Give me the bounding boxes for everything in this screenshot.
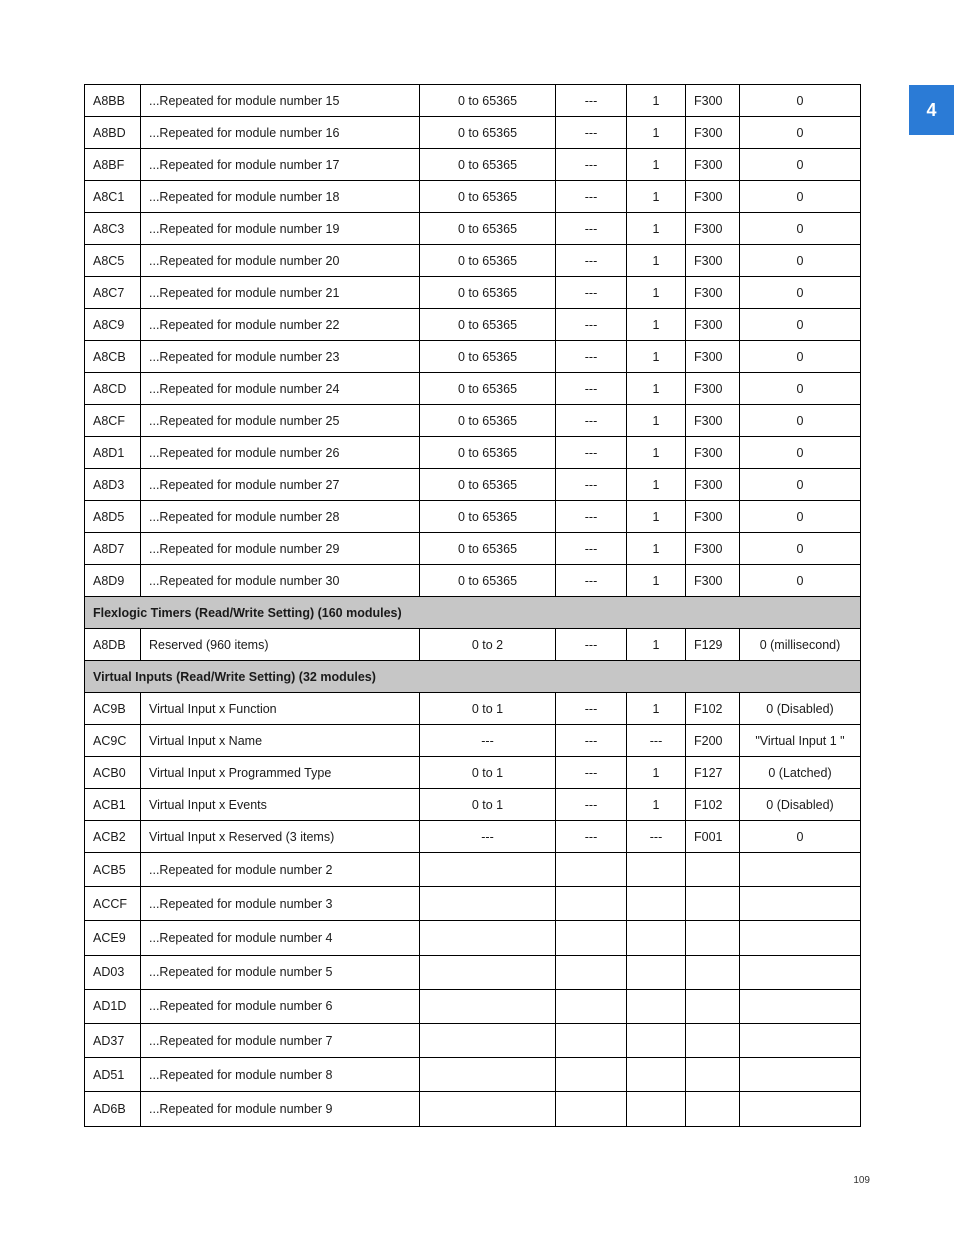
cell-address: A8D9 — [85, 565, 141, 597]
cell-format — [686, 887, 740, 921]
cell-description: ...Repeated for module number 15 — [141, 85, 420, 117]
table-row — [85, 853, 861, 887]
cell-units: --- — [556, 757, 627, 789]
table-row — [85, 1092, 861, 1126]
cell-units — [556, 1058, 627, 1092]
section-title: Flexlogic Timers (Read/Write Setting) (160 modules) — [85, 597, 861, 629]
cell-units: --- — [556, 469, 627, 501]
cell-range — [420, 1023, 556, 1057]
cell-format: F300 — [686, 469, 740, 501]
cell-range — [420, 1092, 556, 1126]
cell-address: ACCF — [85, 887, 141, 921]
cell-step — [627, 1058, 686, 1092]
cell-units — [556, 1092, 627, 1126]
cell-description: ...Repeated for module number 16 — [141, 117, 420, 149]
cell-default: 0 — [740, 213, 861, 245]
cell-range: --- — [420, 725, 556, 757]
cell-address: AD1D — [85, 989, 141, 1023]
table-row — [85, 565, 861, 597]
cell-range: 0 to 65365 — [420, 533, 556, 565]
cell-units — [556, 955, 627, 989]
cell-range: --- — [420, 821, 556, 853]
cell-description: Virtual Input x Function — [141, 693, 420, 725]
cell-address: AD37 — [85, 1023, 141, 1057]
cell-units: --- — [556, 213, 627, 245]
cell-address: A8C1 — [85, 181, 141, 213]
cell-units: --- — [556, 149, 627, 181]
cell-format: F300 — [686, 501, 740, 533]
cell-range: 0 to 1 — [420, 757, 556, 789]
cell-step: 1 — [627, 533, 686, 565]
modbus-register-table — [84, 84, 861, 1127]
table-row — [85, 757, 861, 789]
cell-description: ...Repeated for module number 17 — [141, 149, 420, 181]
cell-format — [686, 1023, 740, 1057]
cell-default — [740, 989, 861, 1023]
table-row — [85, 789, 861, 821]
cell-step — [627, 921, 686, 955]
cell-range: 0 to 65365 — [420, 181, 556, 213]
cell-range: 0 to 65365 — [420, 213, 556, 245]
cell-format: F300 — [686, 437, 740, 469]
cell-format: F300 — [686, 373, 740, 405]
cell-step: 1 — [627, 437, 686, 469]
cell-units: --- — [556, 117, 627, 149]
cell-default: 0 — [740, 405, 861, 437]
cell-step: 1 — [627, 693, 686, 725]
cell-range: 0 to 1 — [420, 693, 556, 725]
cell-format — [686, 1092, 740, 1126]
table-row — [85, 1023, 861, 1057]
cell-address: AD6B — [85, 1092, 141, 1126]
cell-address: ACB0 — [85, 757, 141, 789]
cell-range: 0 to 65365 — [420, 309, 556, 341]
cell-address: A8D3 — [85, 469, 141, 501]
cell-address: A8D1 — [85, 437, 141, 469]
cell-address: AC9B — [85, 693, 141, 725]
cell-address: A8D5 — [85, 501, 141, 533]
cell-format: F300 — [686, 533, 740, 565]
cell-address: ACB2 — [85, 821, 141, 853]
cell-units: --- — [556, 725, 627, 757]
table-row — [85, 341, 861, 373]
cell-description: Virtual Input x Name — [141, 725, 420, 757]
cell-step — [627, 989, 686, 1023]
table-row — [85, 213, 861, 245]
cell-description: ...Repeated for module number 9 — [141, 1092, 420, 1126]
cell-description: ...Repeated for module number 22 — [141, 309, 420, 341]
cell-step: 1 — [627, 245, 686, 277]
table-row — [85, 309, 861, 341]
cell-default: 0 (millisecond) — [740, 629, 861, 661]
cell-description: ...Repeated for module number 21 — [141, 277, 420, 309]
cell-units — [556, 989, 627, 1023]
cell-units: --- — [556, 629, 627, 661]
cell-default: 0 — [740, 85, 861, 117]
cell-address: A8CB — [85, 341, 141, 373]
cell-range — [420, 853, 556, 887]
cell-address: ACE9 — [85, 921, 141, 955]
cell-default — [740, 921, 861, 955]
cell-range: 0 to 65365 — [420, 277, 556, 309]
cell-default: 0 — [740, 501, 861, 533]
cell-description: ...Repeated for module number 5 — [141, 955, 420, 989]
cell-address: A8C7 — [85, 277, 141, 309]
cell-range: 0 to 65365 — [420, 117, 556, 149]
cell-units: --- — [556, 309, 627, 341]
table-row — [85, 921, 861, 955]
cell-units: --- — [556, 373, 627, 405]
cell-step: 1 — [627, 373, 686, 405]
cell-step: --- — [627, 725, 686, 757]
cell-format: F102 — [686, 693, 740, 725]
cell-step: 1 — [627, 757, 686, 789]
cell-step: 1 — [627, 309, 686, 341]
cell-range: 0 to 65365 — [420, 149, 556, 181]
cell-range: 0 to 65365 — [420, 341, 556, 373]
cell-description: ...Repeated for module number 3 — [141, 887, 420, 921]
cell-units: --- — [556, 181, 627, 213]
table-row — [85, 989, 861, 1023]
cell-description: ...Repeated for module number 8 — [141, 1058, 420, 1092]
cell-step: 1 — [627, 277, 686, 309]
cell-range: 0 to 65365 — [420, 565, 556, 597]
cell-step: 1 — [627, 117, 686, 149]
table-row — [85, 373, 861, 405]
cell-description: ...Repeated for module number 4 — [141, 921, 420, 955]
cell-format: F300 — [686, 309, 740, 341]
cell-description: Virtual Input x Reserved (3 items) — [141, 821, 420, 853]
cell-format: F300 — [686, 565, 740, 597]
cell-range: 0 to 65365 — [420, 245, 556, 277]
cell-description: ...Repeated for module number 30 — [141, 565, 420, 597]
cell-step: 1 — [627, 469, 686, 501]
cell-address: ACB1 — [85, 789, 141, 821]
cell-default — [740, 955, 861, 989]
cell-address: A8BB — [85, 85, 141, 117]
cell-format: F102 — [686, 789, 740, 821]
cell-range: 0 to 2 — [420, 629, 556, 661]
cell-description: ...Repeated for module number 29 — [141, 533, 420, 565]
cell-units: --- — [556, 789, 627, 821]
section-header-row — [85, 597, 861, 629]
cell-units: --- — [556, 693, 627, 725]
cell-units — [556, 1023, 627, 1057]
cell-step: --- — [627, 821, 686, 853]
cell-default: 0 — [740, 469, 861, 501]
cell-description: ...Repeated for module number 18 — [141, 181, 420, 213]
cell-default — [740, 853, 861, 887]
cell-units: --- — [556, 533, 627, 565]
table-row — [85, 533, 861, 565]
table-row — [85, 725, 861, 757]
table-row — [85, 1058, 861, 1092]
cell-address: A8CF — [85, 405, 141, 437]
table-row — [85, 117, 861, 149]
cell-description: Virtual Input x Events — [141, 789, 420, 821]
cell-format — [686, 955, 740, 989]
cell-default: 0 — [740, 277, 861, 309]
table-row — [85, 405, 861, 437]
cell-default — [740, 1058, 861, 1092]
cell-step — [627, 853, 686, 887]
cell-step: 1 — [627, 789, 686, 821]
cell-units — [556, 921, 627, 955]
cell-format — [686, 989, 740, 1023]
cell-format: F300 — [686, 213, 740, 245]
cell-format: F300 — [686, 277, 740, 309]
cell-format: F300 — [686, 245, 740, 277]
cell-range: 0 to 65365 — [420, 373, 556, 405]
cell-units: --- — [556, 501, 627, 533]
cell-address: A8DB — [85, 629, 141, 661]
cell-default: "Virtual Input 1 " — [740, 725, 861, 757]
cell-units: --- — [556, 341, 627, 373]
cell-format: F300 — [686, 117, 740, 149]
table-row — [85, 501, 861, 533]
cell-step — [627, 1092, 686, 1126]
cell-address: AC9C — [85, 725, 141, 757]
cell-step: 1 — [627, 501, 686, 533]
cell-range: 0 to 65365 — [420, 405, 556, 437]
cell-description: ...Repeated for module number 27 — [141, 469, 420, 501]
table-row — [85, 955, 861, 989]
cell-description: Virtual Input x Programmed Type — [141, 757, 420, 789]
cell-range: 0 to 65365 — [420, 85, 556, 117]
cell-step — [627, 887, 686, 921]
section-header-row — [85, 661, 861, 693]
cell-range — [420, 989, 556, 1023]
cell-step — [627, 1023, 686, 1057]
cell-step: 1 — [627, 213, 686, 245]
cell-range: 0 to 1 — [420, 789, 556, 821]
cell-default: 0 — [740, 245, 861, 277]
table-body — [85, 85, 861, 1127]
cell-address: A8C3 — [85, 213, 141, 245]
page-number: 109 — [853, 1175, 870, 1186]
cell-range: 0 to 65365 — [420, 501, 556, 533]
table-row — [85, 821, 861, 853]
cell-description: ...Repeated for module number 6 — [141, 989, 420, 1023]
cell-units — [556, 853, 627, 887]
cell-units: --- — [556, 405, 627, 437]
cell-format: F300 — [686, 181, 740, 213]
cell-default: 0 — [740, 341, 861, 373]
cell-description: Reserved (960 items) — [141, 629, 420, 661]
cell-default: 0 — [740, 565, 861, 597]
cell-range — [420, 921, 556, 955]
cell-default — [740, 1023, 861, 1057]
cell-format — [686, 921, 740, 955]
cell-description: ...Repeated for module number 25 — [141, 405, 420, 437]
cell-range — [420, 955, 556, 989]
cell-default: 0 — [740, 533, 861, 565]
cell-format: F300 — [686, 405, 740, 437]
cell-address: A8C9 — [85, 309, 141, 341]
cell-units: --- — [556, 245, 627, 277]
cell-step: 1 — [627, 341, 686, 373]
table-row — [85, 149, 861, 181]
table-row — [85, 469, 861, 501]
cell-units — [556, 887, 627, 921]
cell-step: 1 — [627, 565, 686, 597]
cell-default: 0 — [740, 309, 861, 341]
cell-default: 0 (Disabled) — [740, 693, 861, 725]
cell-step: 1 — [627, 405, 686, 437]
cell-step: 1 — [627, 629, 686, 661]
cell-range: 0 to 65365 — [420, 437, 556, 469]
cell-description: ...Repeated for module number 28 — [141, 501, 420, 533]
cell-address: ACB5 — [85, 853, 141, 887]
table-row — [85, 85, 861, 117]
cell-description: ...Repeated for module number 19 — [141, 213, 420, 245]
cell-default — [740, 887, 861, 921]
cell-description: ...Repeated for module number 26 — [141, 437, 420, 469]
section-title: Virtual Inputs (Read/Write Setting) (32 modules) — [85, 661, 861, 693]
cell-address: AD03 — [85, 955, 141, 989]
cell-units: --- — [556, 565, 627, 597]
cell-description: ...Repeated for module number 23 — [141, 341, 420, 373]
cell-default: 0 — [740, 149, 861, 181]
cell-format: F300 — [686, 149, 740, 181]
table-row — [85, 181, 861, 213]
cell-format: F300 — [686, 341, 740, 373]
cell-range — [420, 1058, 556, 1092]
cell-default: 0 (Latched) — [740, 757, 861, 789]
cell-default: 0 — [740, 437, 861, 469]
cell-step: 1 — [627, 181, 686, 213]
cell-range: 0 to 65365 — [420, 469, 556, 501]
cell-format: F129 — [686, 629, 740, 661]
table-row — [85, 437, 861, 469]
cell-address: A8BD — [85, 117, 141, 149]
cell-default: 0 (Disabled) — [740, 789, 861, 821]
cell-units: --- — [556, 437, 627, 469]
cell-format: F300 — [686, 85, 740, 117]
cell-address: A8CD — [85, 373, 141, 405]
cell-format — [686, 1058, 740, 1092]
cell-step: 1 — [627, 85, 686, 117]
cell-description: ...Repeated for module number 7 — [141, 1023, 420, 1057]
cell-step — [627, 955, 686, 989]
chapter-tab: 4 — [909, 85, 954, 135]
cell-units: --- — [556, 85, 627, 117]
table-row — [85, 887, 861, 921]
cell-range — [420, 887, 556, 921]
table-row — [85, 245, 861, 277]
cell-format — [686, 853, 740, 887]
cell-default: 0 — [740, 373, 861, 405]
cell-default: 0 — [740, 181, 861, 213]
cell-units: --- — [556, 277, 627, 309]
cell-address: A8C5 — [85, 245, 141, 277]
table-row — [85, 693, 861, 725]
table-row — [85, 277, 861, 309]
cell-format: F001 — [686, 821, 740, 853]
cell-address: A8D7 — [85, 533, 141, 565]
cell-description: ...Repeated for module number 2 — [141, 853, 420, 887]
cell-default: 0 — [740, 821, 861, 853]
cell-default — [740, 1092, 861, 1126]
cell-description: ...Repeated for module number 20 — [141, 245, 420, 277]
cell-step: 1 — [627, 149, 686, 181]
cell-address: AD51 — [85, 1058, 141, 1092]
cell-units: --- — [556, 821, 627, 853]
cell-format: F200 — [686, 725, 740, 757]
table-row — [85, 629, 861, 661]
cell-description: ...Repeated for module number 24 — [141, 373, 420, 405]
cell-address: A8BF — [85, 149, 141, 181]
cell-format: F127 — [686, 757, 740, 789]
cell-default: 0 — [740, 117, 861, 149]
